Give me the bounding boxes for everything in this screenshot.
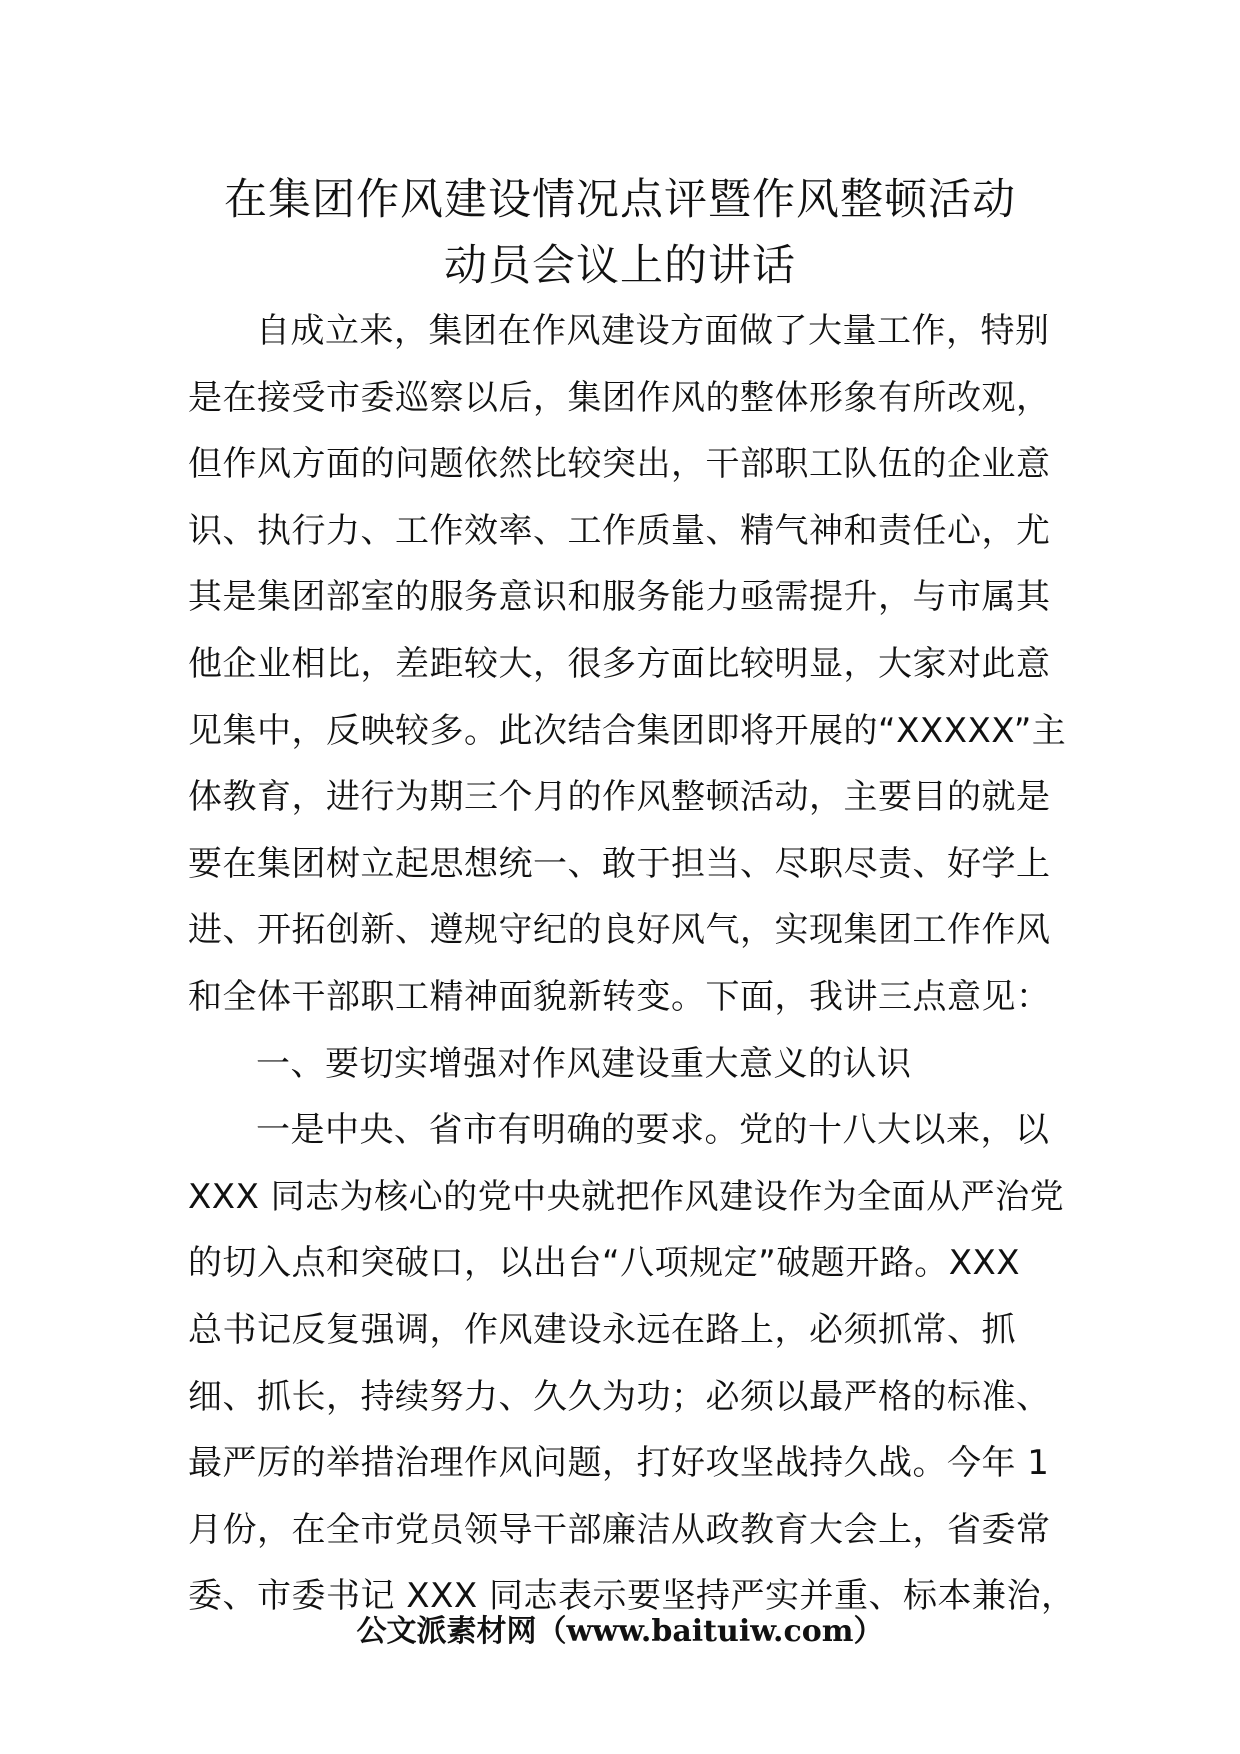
paragraph-line: 进、开拓创新、遵规守纪的良好风气，实现集团工作作风 bbox=[188, 910, 1051, 951]
paragraph-line: 月份，在全市党员领导干部廉洁从政教育大会上，省委常 bbox=[188, 1509, 1051, 1550]
paragraph-line: 委、市委书记 XXX 同志表示要坚持严实并重、标本兼治， bbox=[188, 1576, 1076, 1617]
footer-watermark-text: 公文派素材网（www.baituiw.com） bbox=[356, 1614, 884, 1649]
paragraph-line: 他企业相比，差距较大，很多方面比较明显，大家对此意 bbox=[188, 643, 1051, 684]
paragraph-line: 最严厉的举措治理作风问题，打好攻坚战持久战。今年 1 bbox=[188, 1443, 1050, 1484]
paragraph-line: 自成立来，集团在作风建设方面做了大量工作，特别 bbox=[256, 311, 1050, 351]
document-title-line-2: 动员会议上的讲话 bbox=[444, 241, 796, 291]
paragraph-line: 的切入点和突破口，以出台“八项规定”破题开路。XXX bbox=[188, 1243, 1021, 1284]
paragraph-line: 体教育，进行为期三个月的作风整顿活动，主要目的就是 bbox=[188, 777, 1051, 818]
paragraph-line: 识、执行力、工作效率、工作质量、精气神和责任心，尤 bbox=[188, 510, 1051, 551]
paragraph-line: XXX 同志为核心的党中央就把作风建设作为全面从严治党 bbox=[188, 1176, 1065, 1217]
paragraph-line: 要在集团树立起思想统一、敢于担当、尽职尽责、好学上 bbox=[188, 843, 1051, 884]
paragraph-line: 是在接受市委巡察以后，集团作风的整体形象有所改观， bbox=[188, 377, 1051, 418]
paragraph-line: 总书记反复强调，作风建设永远在路上，必须抓常、抓 bbox=[188, 1309, 1016, 1350]
paragraph-line: 其是集团部室的服务意识和服务能力亟需提升，与市属其 bbox=[188, 577, 1051, 618]
paragraph-line: 见集中，反映较多。此次结合集团即将开展的“XXXXX”主 bbox=[188, 710, 1067, 751]
paragraph-line: 一是中央、省市有明确的要求。党的十八大以来，以 bbox=[256, 1110, 1050, 1151]
document-body bbox=[188, 298, 1076, 1630]
document-title-line-1: 在集团作风建设情况点评暨作风整顿活动 bbox=[224, 175, 1016, 225]
paragraph-line: 但作风方面的问题依然比较突出，干部职工队伍的企业意 bbox=[188, 444, 1051, 485]
section-heading: 一、要切实增强对作风建设重大意义的认识 bbox=[256, 1043, 912, 1084]
paragraph-line: 和全体干部职工精神面貌新转变。下面，我讲三点意见： bbox=[188, 976, 1051, 1017]
paragraph-line: 细、抓长，持续努力、久久为功；必须以最严格的标准、 bbox=[188, 1376, 1051, 1417]
